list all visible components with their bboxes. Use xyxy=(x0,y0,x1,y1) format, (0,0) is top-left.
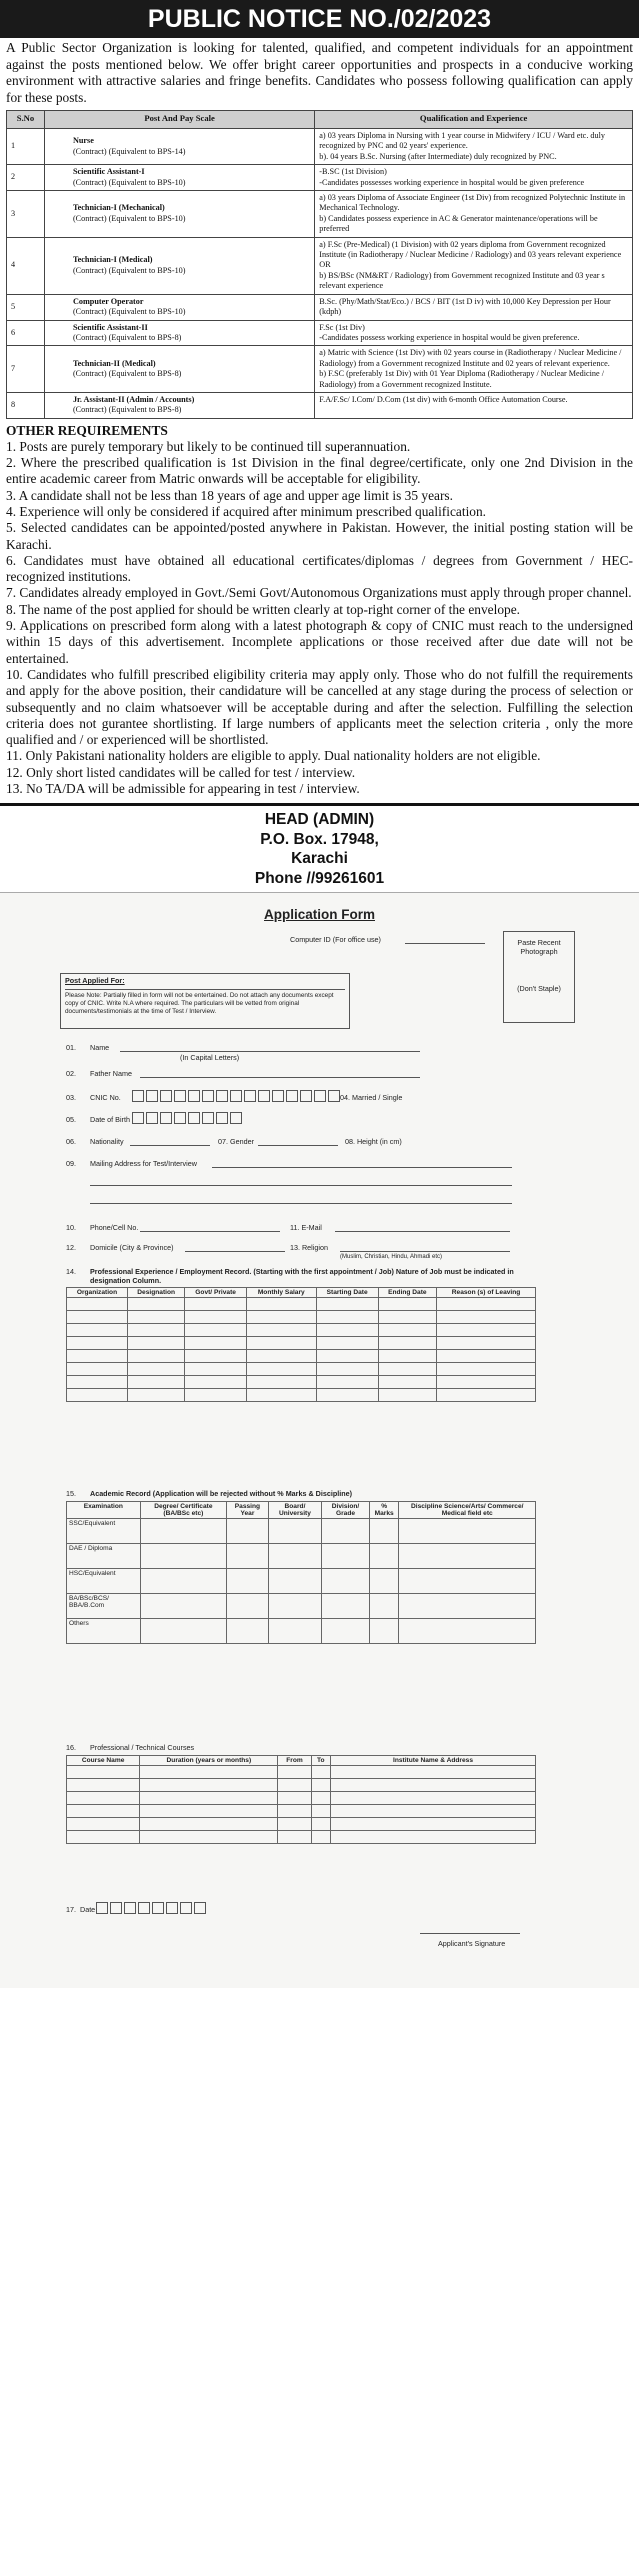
experience-header: Designation xyxy=(127,1288,184,1298)
gender-label: 07. Gender xyxy=(218,1137,254,1147)
father-name-label: Father Name xyxy=(90,1069,132,1079)
num-14: 14. xyxy=(66,1267,76,1277)
course-row[interactable] xyxy=(67,1818,536,1831)
num-02: 02. xyxy=(66,1069,76,1079)
posts-table xyxy=(6,110,633,419)
academic-exam: BA/BSc/BCS/ BBA/B.Com xyxy=(67,1594,141,1619)
row-sno: 1 xyxy=(7,129,45,165)
post-scale: (Contract) (Equivalent to BPS-8) xyxy=(72,332,182,342)
computer-id-label: Computer ID (For office use) xyxy=(290,935,381,945)
contact-pobox: P.O. Box. 17948, xyxy=(260,830,379,848)
row-post xyxy=(44,392,314,418)
name-field[interactable] xyxy=(120,1051,420,1052)
row-post xyxy=(44,191,314,238)
nationality-label: Nationality xyxy=(90,1137,124,1147)
academic-header: Discipline Science/Arts/ Commerce/ Medical field etc xyxy=(399,1502,536,1519)
father-name-field[interactable] xyxy=(140,1077,420,1078)
phone-field[interactable] xyxy=(140,1231,280,1232)
contact-city: Karachi xyxy=(291,850,348,868)
date-cells[interactable] xyxy=(96,1902,208,1914)
row-sno: 3 xyxy=(7,191,45,238)
form-note: Please Note: Partially filled in form will not be entertained. Do not attach any documents except copy of CNIC. Write N.A where required. The particulars will be vetted from original documents/testimonials at the time of Test / Interview. xyxy=(65,989,345,1016)
email-label: 11. E-Mail xyxy=(290,1223,322,1233)
academic-exam: HSC/Equivalent xyxy=(67,1569,141,1594)
signature-label: Applicant's Signature xyxy=(438,1939,506,1949)
row-qualification: F.A/F.Sc/ I.Com/ D.Com (1st div) with 6-month Office Automation Course. xyxy=(315,392,633,418)
row-qualification: a) F.Sc (Pre-Medical) (1 Division) with 02 years diploma from Government recognized Institute (in Radiotherapy / Nuclear Medicine / Radiology) and 03 years relevant experience OR b) BS/BSc (NM&RT / Radiology) from Government recognized Institute and 03 year s relevant experience xyxy=(315,237,633,294)
computer-id-field[interactable] xyxy=(405,943,485,944)
num-05: 05. xyxy=(66,1115,76,1125)
domicile-label: Domicile (City & Province) xyxy=(90,1243,174,1253)
requirements-heading: OTHER REQUIREMENTS xyxy=(6,422,168,438)
academic-exam: DAE / Diploma xyxy=(67,1544,141,1569)
academic-header: Board/ University xyxy=(268,1502,321,1519)
requirement-item: 10. Candidates who fulfill prescribed eligibility criteria may apply only. Those who do not fulfill the requirements and apply for the above position, their candidature will be cancelled at any stage during the process of selection or subsequently and no claim whatsoever will be acceptable during and after the selection. Fulfilling the selection criteria does not gurantee shortlisting. If large numbers of applicants meet the selection criteria , only the more qualified and / or experienced will be shortlisted. xyxy=(6,666,633,748)
course-header: Duration (years or months) xyxy=(140,1756,278,1766)
academic-header: Examination xyxy=(67,1502,141,1519)
requirement-item: 9. Applications on prescribed form along with a latest photograph & copy of CNIC must reach to the undersigned within 15 days of this advertisement. Incomplete applications or those received after due date will not be entertained. xyxy=(6,618,633,666)
notice-title: PUBLIC NOTICE NO./02/2023 xyxy=(0,0,639,38)
post-name: Scientific Assistant-II xyxy=(72,322,148,332)
table-row xyxy=(7,129,633,165)
table-header-row xyxy=(7,111,633,129)
row-qualification: a) 03 years Diploma of Associate Engineer (1st Div) from recognized Polytechnic Institute in Mechanical Technology. b) Candidates possess experience in AC & Generator maintenance/operations will be preferred xyxy=(315,191,633,238)
table-row xyxy=(7,191,633,238)
cnic-label: CNIC No. xyxy=(90,1093,121,1103)
row-post xyxy=(44,129,314,165)
table-row xyxy=(7,294,633,320)
phone-label: Phone/Cell No. xyxy=(90,1223,139,1233)
dob-cells[interactable] xyxy=(132,1112,244,1124)
course-row[interactable] xyxy=(67,1805,536,1818)
academic-row[interactable] xyxy=(67,1544,536,1569)
experience-header: Govt/ Private xyxy=(185,1288,246,1298)
row-qualification: B.Sc. (Phy/Math/Stat/Eco.) / BCS / BIT (1st D iv) with 10,000 Key Depression per Hour (kdph) xyxy=(315,294,633,320)
post-scale: (Contract) (Equivalent to BPS-10) xyxy=(72,213,186,223)
post-name: Scientific Assistant-I xyxy=(72,167,145,177)
table-row xyxy=(7,320,633,346)
course-header: To xyxy=(311,1756,330,1766)
row-post xyxy=(44,346,314,393)
experience-row[interactable] xyxy=(67,1363,536,1376)
contact-head: HEAD (ADMIN) xyxy=(264,811,375,829)
academic-header: Degree/ Certificate (BA/BSc etc) xyxy=(140,1502,226,1519)
contact-phone: Phone //99261601 xyxy=(254,869,385,887)
academic-label: Academic Record (Application will be rejected without % Marks & Discipline) xyxy=(90,1489,352,1499)
experience-header: Monthly Salary xyxy=(246,1288,316,1298)
photo-box[interactable] xyxy=(503,931,575,1023)
domicile-field[interactable] xyxy=(185,1251,285,1252)
post-applied-label: Post Applied For: xyxy=(65,976,125,986)
post-name: Computer Operator xyxy=(72,296,144,306)
experience-header: Reason (s) of Leaving xyxy=(437,1288,536,1298)
requirement-item: 4. Experience will only be considered if acquired after minimum prescribed qualification. xyxy=(6,503,487,519)
experience-row[interactable] xyxy=(67,1350,536,1363)
experience-row[interactable] xyxy=(67,1324,536,1337)
address-field-1[interactable] xyxy=(212,1167,512,1168)
post-scale: (Contract) (Equivalent to BPS-8) xyxy=(72,405,182,415)
row-sno: 4 xyxy=(7,237,45,294)
post-name: Technician-I (Mechanical) xyxy=(72,203,165,213)
course-header: From xyxy=(278,1756,311,1766)
post-name: Technician-I (Medical) xyxy=(72,255,153,265)
academic-header: Passing Year xyxy=(227,1502,269,1519)
table-row xyxy=(7,346,633,393)
contact-block xyxy=(0,806,639,888)
height-label: 08. Height (in cm) xyxy=(345,1137,402,1147)
experience-row[interactable] xyxy=(67,1389,536,1402)
course-header: Institute Name & Address xyxy=(331,1756,536,1766)
nationality-field[interactable] xyxy=(130,1145,210,1146)
name-label: Name xyxy=(90,1043,110,1053)
row-post xyxy=(44,165,314,191)
post-scale: (Contract) (Equivalent to BPS-14) xyxy=(72,146,186,156)
date-label: Date xyxy=(80,1905,96,1915)
academic-exam: Others xyxy=(67,1619,141,1644)
experience-row[interactable] xyxy=(67,1337,536,1350)
notice-intro: A Public Sector Organization is looking for talented, qualified, and competent individuals for an appointment against the posts mentioned below. We offer bright career opportunities and prospects in a conducive working environment with attractive salaries and fringe benefits. Candidates who possess following qualification can apply for these posts. xyxy=(6,40,633,105)
address-label: Mailing Address for Test/Interview xyxy=(90,1159,197,1169)
post-scale: (Contract) (Equivalent to BPS-10) xyxy=(72,307,186,317)
num-06: 06. xyxy=(66,1137,76,1147)
post-applied-box[interactable] xyxy=(60,973,350,1029)
table-row xyxy=(7,237,633,294)
address-field-3[interactable] xyxy=(90,1203,512,1204)
cnic-cells[interactable] xyxy=(132,1090,342,1102)
row-sno: 5 xyxy=(7,294,45,320)
experience-label: Professional Experience / Employment Record. (Starting with the first appointment / Job) Nature of Job must be indicated in designation Column. xyxy=(90,1267,514,1286)
post-scale: (Contract) (Equivalent to BPS-10) xyxy=(72,177,186,187)
form-title: Application Form xyxy=(264,907,375,923)
academic-row[interactable] xyxy=(67,1619,536,1644)
academic-header: Division/ Grade xyxy=(322,1502,370,1519)
row-post xyxy=(44,294,314,320)
post-name: Nurse xyxy=(72,136,94,146)
num-12: 12. xyxy=(66,1243,76,1253)
row-qualification: a) Matric with Science (1st Div) with 02 years course in (Radiotherapy / Nuclear Medicine / Radiology) from a Government recognized Institute and 02 years of relevant experience. b) F.SC (preferably 1st Div) with 01 Year Diploma (Radiotherapy / Nuclear Medicine / Radiology) from a Government recognized Institute. xyxy=(315,346,633,393)
experience-row[interactable] xyxy=(67,1311,536,1324)
course-row[interactable] xyxy=(67,1766,536,1779)
row-post xyxy=(44,320,314,346)
row-qualification: -B.SC (1st Division) -Candidates possesses working experience in hospital would be given preference xyxy=(315,165,633,191)
requirement-item: 2. Where the prescribed qualification is 1st Division in the final degree/certificate, only one 2nd Division in the entire academic career from Matric onwards will be acceptable for eligibility. xyxy=(6,455,633,487)
requirement-item: 11. Only Pakistani nationality holders are eligible to apply. Dual nationality holders are not eligible. xyxy=(6,748,541,764)
row-post xyxy=(44,237,314,294)
courses-label: Professional / Technical Courses xyxy=(90,1743,195,1753)
course-row[interactable] xyxy=(67,1792,536,1805)
name-hint: (In Capital Letters) xyxy=(180,1053,240,1063)
requirement-item: 12. Only short listed candidates will be called for test / interview. xyxy=(6,764,356,780)
num-16: 16. xyxy=(66,1743,76,1753)
dob-label: Date of Birth xyxy=(90,1115,130,1125)
address-field-2[interactable] xyxy=(90,1185,512,1186)
row-sno: 7 xyxy=(7,346,45,393)
requirement-item: 7. Candidates already employed in Govt./Semi Govt/Autonomous Organizations must apply through proper channel. xyxy=(6,585,632,601)
academic-row[interactable] xyxy=(67,1519,536,1544)
requirement-item: 8. The name of the post applied for should be written clearly at top-right corner of the envelope. xyxy=(6,601,521,617)
row-sno: 6 xyxy=(7,320,45,346)
table-row xyxy=(7,165,633,191)
experience-row[interactable] xyxy=(67,1376,536,1389)
experience-header: Ending Date xyxy=(378,1288,436,1298)
experience-row[interactable] xyxy=(67,1298,536,1311)
application-form xyxy=(0,892,639,1988)
header-post: Post And Pay Scale xyxy=(44,111,314,129)
academic-exam: SSC/Equivalent xyxy=(67,1519,141,1544)
experience-header: Organization xyxy=(67,1288,128,1298)
table-row xyxy=(7,392,633,418)
photo-label: Paste Recent Photograph xyxy=(517,938,561,957)
post-name: Jr. Assistant-II (Admin / Accounts) xyxy=(72,394,195,404)
experience-header: Starting Date xyxy=(316,1288,378,1298)
courses-table xyxy=(66,1755,536,1844)
requirement-item: 1. Posts are purely temporary but likely to be continued till superannuation. xyxy=(6,438,411,454)
num-03: 03. xyxy=(66,1093,76,1103)
requirement-item: 5. Selected candidates can be appointed/posted anywhere in Pakistan. However, the initial posting station will be Karachi. xyxy=(6,520,633,552)
num-15: 15. xyxy=(66,1489,76,1499)
academic-header: % Marks xyxy=(369,1502,399,1519)
marital-label: 04. Married / Single xyxy=(340,1093,403,1103)
course-row[interactable] xyxy=(67,1831,536,1844)
requirement-item: 6. Candidates must have obtained all educational certificates/diplomas / degrees from Government / HEC-recognized institutions. xyxy=(6,552,633,585)
academic-row[interactable] xyxy=(67,1594,536,1619)
gender-field[interactable] xyxy=(258,1145,338,1146)
post-name: Technician-II (Medical) xyxy=(72,358,156,368)
header-qualification: Qualification and Experience xyxy=(315,111,633,129)
num-17: 17. xyxy=(66,1905,76,1915)
signature-line[interactable] xyxy=(420,1933,520,1934)
requirements-list xyxy=(0,439,639,798)
requirement-item: 13. No TA/DA will be admissible for appearing in test / interview. xyxy=(6,780,360,796)
row-qualification: F.Sc (1st Div) -Candidates possess working experience in hospital would be given preference. xyxy=(315,320,633,346)
row-sno: 2 xyxy=(7,165,45,191)
academic-table xyxy=(66,1501,536,1644)
email-field[interactable] xyxy=(335,1231,510,1232)
religion-field[interactable] xyxy=(340,1251,510,1252)
post-scale: (Contract) (Equivalent to BPS-10) xyxy=(72,265,186,275)
row-sno: 8 xyxy=(7,392,45,418)
requirement-item: 3. A candidate shall not be less than 18 years of age and upper age limit is 35 years. xyxy=(6,487,453,503)
photo-note: (Don't Staple) xyxy=(517,984,561,994)
course-row[interactable] xyxy=(67,1779,536,1792)
post-scale: (Contract) (Equivalent to BPS-8) xyxy=(72,369,182,379)
header-sno: S.No xyxy=(7,111,45,129)
num-10: 10. xyxy=(66,1223,76,1233)
experience-table xyxy=(66,1287,536,1402)
num-01: 01. xyxy=(66,1043,76,1053)
religion-hint: (Muslim, Christian, Hindu, Ahmadi etc) xyxy=(340,1254,443,1261)
religion-label: 13. Religion xyxy=(290,1243,328,1253)
row-qualification: a) 03 years Diploma in Nursing with 1 year course in Midwifery / ICU / Ward etc. duly recognized by PNC and 02 years' experience. b). 04 years B.Sc. Nursing (after Intermediate) duly recognized by PNC. xyxy=(315,129,633,165)
course-header: Course Name xyxy=(67,1756,140,1766)
academic-row[interactable] xyxy=(67,1569,536,1594)
num-09: 09. xyxy=(66,1159,76,1169)
